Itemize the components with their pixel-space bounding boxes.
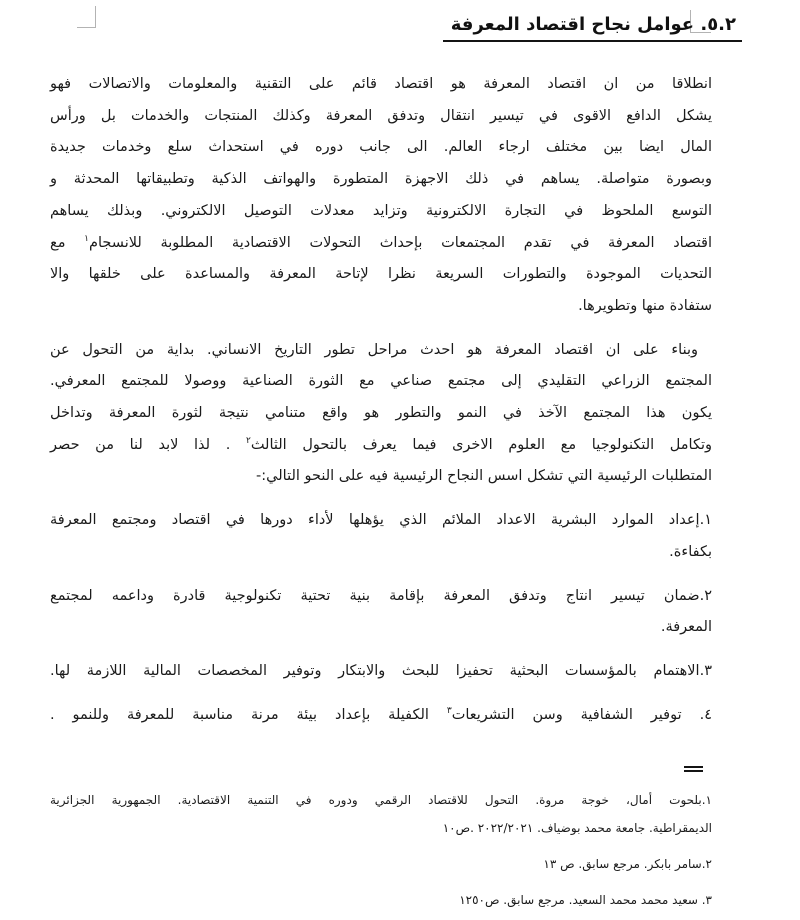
- text-line: يكون هذا المجتمع الآخذ في النمو والتطور هو واقع متنامي نتيجة لثورة المعرفة وتداخل: [50, 405, 712, 422]
- footnotes: [50, 786, 712, 920]
- section-heading: ٥.٢. عوامل نجاح اقتصاد المعرفة: [443, 14, 742, 42]
- footnote-separator: [684, 766, 703, 772]
- body-text: [50, 69, 712, 743]
- text-line: بكفاءة.: [669, 543, 712, 560]
- text-line: وبصورة متواصلة. يساهم في ذلك الاجهزة المتطورة والهواتف الذكية وتطبيقاتها المحدثة و: [50, 171, 712, 188]
- footnote-ref-marker: ٣: [446, 705, 452, 716]
- text-line: يشكل الدافع الاقوى في تيسير انتقال وتدفق المعرفة وكذلك المنتجات والخدمات بل ورأس: [50, 107, 712, 124]
- text-line: وتكامل التكنولوجيا مع العلوم الاخرى فيما يعرف بالتحول الثالث$^٢$ . لذا لابد لنا من حصر: [50, 435, 712, 453]
- text-line: ١.إعداد الموارد البشرية الاعداد الملائم الذي يؤهلها لأداء دورها في اقتصاد ومجتمع المعرفة: [50, 512, 712, 529]
- footnote-1: [50, 786, 712, 842]
- paragraph-1: [50, 69, 712, 323]
- paragraph-2: [50, 335, 712, 494]
- text-line: ٢.ضمان تيسير انتاج وتدفق المعرفة بإقامة بنية تحتية تكنولوجية قادرة وداعمه لمجتمع: [50, 587, 712, 604]
- text-line: ٤. توفير الشفافية وسن التشريعات$^٣$ الكفيلة بإعداد بيئة مرنة مناسبة للمعرفة وللنمو .: [50, 705, 712, 723]
- text-boundary-mark-top-left: [77, 6, 96, 28]
- text-line: ٢.سامر بابكر. مرجع سابق. ص ١٣: [543, 857, 712, 871]
- text-line: وبناء على ان اقتصاد المعرفة هو احدث مراحل تطور التاريخ الانساني. بداية من التحول عن: [50, 341, 698, 358]
- text-line: التوسع الملحوظ في التجارة الالكترونية وتزايد معدلات التوصيل الالكتروني. وبذلك يساهم: [50, 202, 712, 219]
- footnote-2: [50, 850, 712, 878]
- list-item-2: [50, 581, 712, 644]
- footnote-ref-marker: ١: [84, 233, 89, 244]
- text-line: الديمقراطية. جامعة محمد بوضياف. ٢٠٢٢/٢٠٢١ .ص١٠: [442, 821, 712, 835]
- footnote-ref-marker: ٢: [245, 435, 251, 446]
- text-line: المعرفة.: [660, 619, 712, 636]
- text-line: ٣.الاهتمام بالمؤسسات البحثية تحفيزا للبحث والابتكار وتوفير المخصصات المالية اللازمة لها.: [50, 662, 712, 679]
- text-line: ستفادة منها وتطويرها.: [578, 297, 712, 314]
- footnote-3: [50, 886, 712, 914]
- text-line: اقتصاد المعرفة في تقدم المجتمعات بإحداث التحولات الاقتصادية المطلوبة للانسجام$^١$ مع: [50, 233, 713, 251]
- text-line: المتطلبات الرئيسية التي تشكل اسس النجاح الرئيسية فيه على النحو التالي:-: [256, 468, 712, 485]
- text-line: المال ايضا بين مختلف ارجاء العالم. الى جانب دوره في استحداث سلع وخدمات جديدة: [50, 139, 712, 156]
- text-line: التحديات الموجودة والتطورات السريعة نظرا لإتاحة المعرفة والمساعدة على خلقها والا: [50, 266, 712, 283]
- list-item-1: [50, 505, 712, 568]
- text-line: انطلاقا من ان اقتصاد المعرفة هو اقتصاد قائم على التقنية والمعلومات والاتصالات فهو: [50, 76, 712, 92]
- text-line: ١.بلحوت أمال، خوجة مروة. التحول للاقتصاد الرقمي ودوره في التنمية الاقتصادية. الجمهورية الجزائرية: [50, 793, 712, 807]
- text-line: ٣. سعيد محمد محمد السعيد. مرجع سابق. ص١٢٥٠: [459, 893, 712, 907]
- text-line: المجتمع الزراعي التقليدي إلى مجتمع صناعي مع الثورة الصناعية ووصولا للمجتمع المعرفي.: [50, 373, 712, 390]
- list-item-4: [50, 700, 712, 732]
- list-item-3: [50, 656, 712, 688]
